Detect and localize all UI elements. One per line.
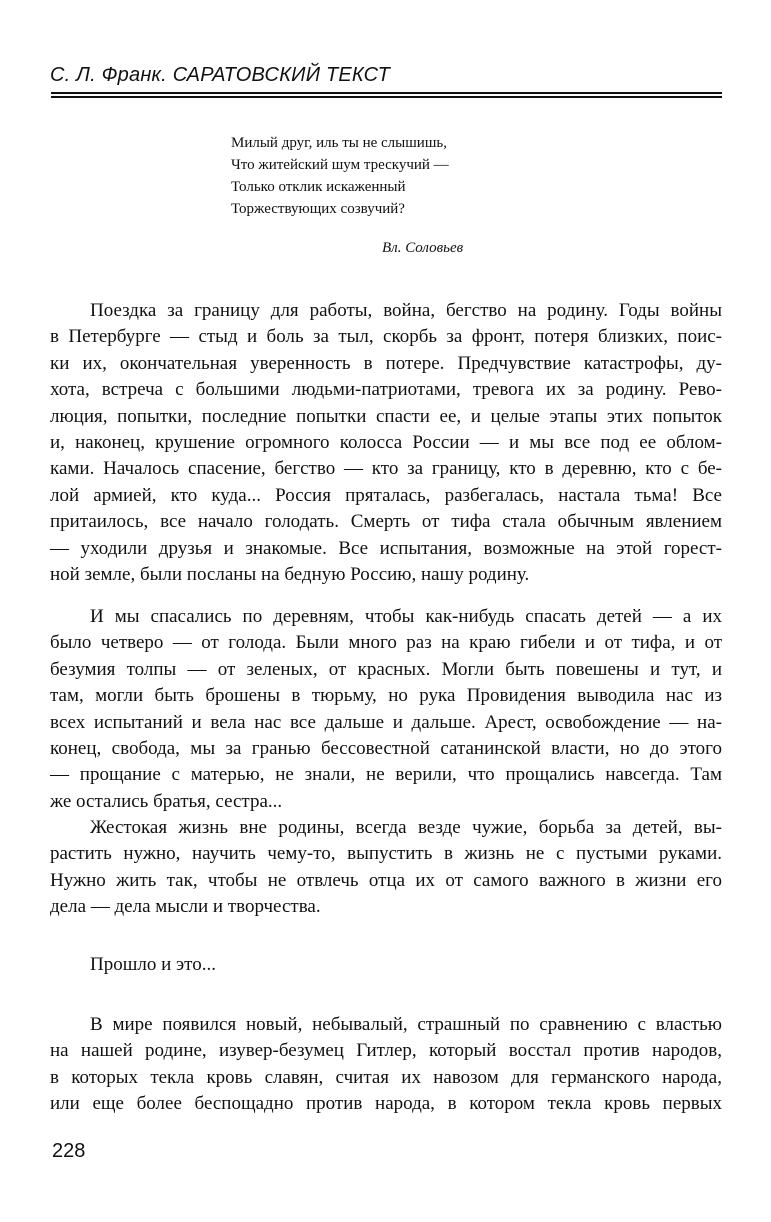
text-line: конец, свобода, мы за гранью бессовестной сатанинской власти, но до этого [50,738,722,760]
header-rule-thin [51,96,722,98]
page-number: 228 [52,1140,86,1162]
text-line: или еще более беспощадно против народа, в котором текла кровь первых [50,1093,722,1115]
text-line: в которых текла кровь славян, считая их навозом для германского народа, [50,1066,722,1088]
text-line: люция, попытки, последние попытки спасти ее, и целые этапы этих попыток [50,405,722,427]
running-head: С. Л. Франк. САРАТОВСКИЙ ТЕКСТ [50,64,391,86]
text-line: — уходили друзья и знакомые. Все испытания, возможные на этой горест- [50,537,722,559]
text-line: и, наконец, крушение огромного колосса России — и мы все под ее облом- [50,432,722,454]
text-line: растить нужно, научить чему-то, выпустить в жизнь не с пустыми руками. [50,843,722,865]
epigraph-line: Только отклик искаженный [231,179,406,195]
text-line: Прошло и это... [90,954,216,975]
paragraph [50,298,722,588]
epigraph-line: Милый друг, иль ты не слышишь, [231,135,447,151]
text-line: ной земле, были посланы на бедную Россию, нашу родину. [50,564,530,586]
text-line: всех испытаний и вела нас все дальше и дальше. Арест, освобождение — на- [50,711,722,733]
text-line: безумия толпы — от зеленых, от красных. Могли быть повешены и тут, и [50,658,722,680]
text-line: ки их, окончательная уверенность в потере. Предчувствие катастрофы, ду- [50,352,722,374]
text-line: на нашей родине, изувер-безумец Гитлер, который восстал против народов, [50,1040,722,1062]
text-line: — прощание с матерью, не знали, не верили, что прощались навсегда. Там [50,764,722,786]
text-line: лой армией, кто куда... Россия пряталась, разбегалась, настала тьма! Все [50,484,722,506]
text-line: И мы спасались по деревням, чтобы как-нибудь спасать детей — а их [90,606,722,627]
text-line: в Петербурге — стыд и боль за тыл, скорбь за фронт, потеря близких, поис- [50,326,722,348]
text-line: было четверо — от голода. Были много раз на краю гибели и от тифа, и от [50,632,722,654]
paragraph [50,952,722,978]
text-line: Жестокая жизнь вне родины, всегда везде чужие, борьба за детей, вы- [90,817,722,838]
epigraph [231,132,449,220]
text-line: В мире появился новый, небывалый, страшный по сравнению с властью [90,1014,722,1035]
text-line: ками. Началось спасение, бегство — кто за границу, кто в деревню, кто с бе- [50,458,722,480]
text-line: там, могли быть брошены в тюрьму, но рука Провидения выводила нас из [50,685,722,707]
text-line: же остались братья, сестра... [50,790,283,812]
paragraph [50,815,722,921]
text-line: Поездка за границу для работы, война, бегство на родину. Годы войны [90,300,722,321]
text-line: Нужно жить так, чтобы не отвлечь отца их от самого важного в жизни его [50,869,722,891]
text-line: притаилось, все начало голодать. Смерть от тифа стала обычным явлением [50,511,722,533]
epigraph-author: Вл. Соловьев [382,240,464,256]
epigraph-line: Торжествующих созвучий? [231,201,405,217]
text-line: хота, встреча с большими людьми-патриотами, тревога их за родину. Рево- [50,379,722,401]
text-line: дела — дела мысли и творчества. [50,896,321,918]
header-rule-thick [51,92,722,94]
paragraph [50,604,722,815]
epigraph-line: Что житейский шум трескучий — [231,157,449,173]
paragraph [50,1012,722,1118]
